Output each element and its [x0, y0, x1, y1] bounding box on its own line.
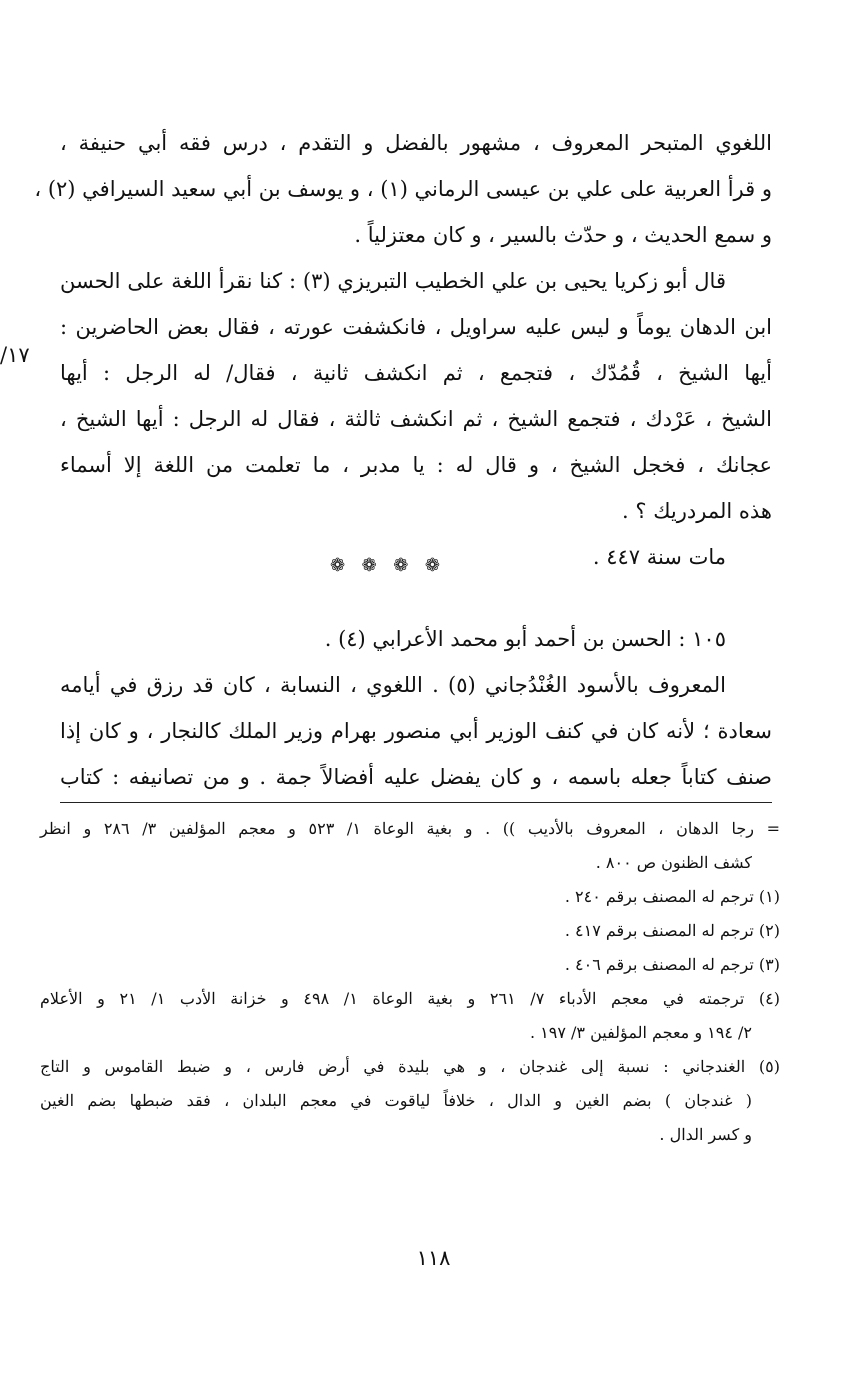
ornament-icon: ❁	[393, 555, 409, 576]
footnote-line: (١) ترجم له المصنف برقم ٢٤٠ .	[564, 887, 780, 906]
text-line: المعروف بالأسود الغُنْدُجاني (٥) . اللغوي ، النسابة ، كان قد رزق في أيامه	[60, 673, 727, 697]
text-line: و قرأ العربية على علي بن عيسى الرماني (١) ، و يوسف بن أبي سعيد السيرافي (٢) ،	[34, 177, 772, 201]
text-line: قال أبو زكريا يحيى بن علي الخطيب التبريزي (٣) : كنا نقرأ اللغة على الحسن	[60, 269, 726, 293]
text-line: هذه المردريك ؟ .	[622, 499, 772, 523]
entry-heading: ١٠٥ : الحسن بن أحمد أبو محمد الأعرابي (٤) .	[324, 627, 726, 651]
footnotes	[40, 812, 780, 1152]
footnote-line: كشف الظنون ص ٨٠٠ .	[595, 853, 752, 872]
text-line: ابن الدهان يوماً و ليس عليه سراويل ، فانكشفت عورته ، فقال بعض الحاضرين :	[60, 315, 772, 339]
manuscript-page-marker: ١٧/	[0, 343, 30, 367]
footnote-divider	[60, 802, 772, 803]
footnote-line: (٢) ترجم له المصنف برقم ٤١٧ .	[564, 921, 780, 940]
text-line: سعادة ؛ لأنه كان في كنف الوزير أبي منصور بهرام وزير الملك كالنجار ، و كان إذا	[60, 719, 772, 743]
footnote-line: (٣) ترجم له المصنف برقم ٤٠٦ .	[564, 955, 780, 974]
text-line: صنف كتاباً جعله باسمه ، و كان يفضل عليه أفضالاً جمة . و من تصانيفه : كتاب	[60, 765, 772, 789]
footnote-line: ٢/ ١٩٤ و معجم المؤلفين ٣/ ١٩٧ .	[529, 1023, 752, 1042]
text-line: الشيخ ، عَرْدك ، فتجمع الشيخ ، ثم انكشف ثالثة ، فقال له الرجل : أيها الشيخ ،	[60, 407, 772, 431]
page-number: ١١٨	[416, 1246, 451, 1270]
text-line: عجانك ، فخجل الشيخ ، و قال له : يا مدبر ، ما تعلمت من اللغة إلا أسماء	[60, 453, 772, 477]
footnote-line: (٤) ترجمته في معجم الأدباء ٧/ ٢٦١ و بغية الوعاة ١/ ٤٩٨ و خزانة الأدب ١/ ٢١ و الأعلام	[40, 989, 781, 1008]
ornament-icon: ❁	[361, 555, 377, 576]
footnote-line: = رجا الدهان ، المعروف بالأديب )) . و بغية الوعاة ١/ ٥٢٣ و معجم المؤلفين ٣/ ٢٨٦ و انظر	[40, 819, 781, 838]
section-ornament	[330, 555, 440, 576]
text-line: أيها الشيخ ، قُمُدّك ، فتجمع ، ثم انكشف ثانية ، فقال/ له الرجل : أيها	[60, 361, 772, 385]
ornament-spacer	[60, 580, 772, 616]
footnote-line: (٥) الغندجاني : نسبة إلى غندجان ، و هي بليدة في أرض فارس ، و ضبط القاموس و التاج	[40, 1057, 780, 1076]
ornament-icon: ❁	[330, 555, 346, 576]
text-line: اللغوي المتبحر المعروف ، مشهور بالفضل و التقدم ، درس فقه أبي حنيفة ،	[60, 131, 772, 155]
ornament-icon: ❁	[424, 555, 440, 576]
text-line: مات سنة ٤٤٧ .	[592, 545, 726, 569]
main-text	[34, 120, 772, 800]
text-line: و سمع الحديث ، و حدّث بالسير ، و كان معتزلياً .	[354, 223, 772, 247]
footnote-line: ( غندجان ) بضم الغين و الدال ، خلافاً لياقوت في معجم البلدان ، فقد ضبطها بضم الغين	[40, 1091, 752, 1110]
footnote-line: و كسر الدال .	[659, 1125, 752, 1144]
